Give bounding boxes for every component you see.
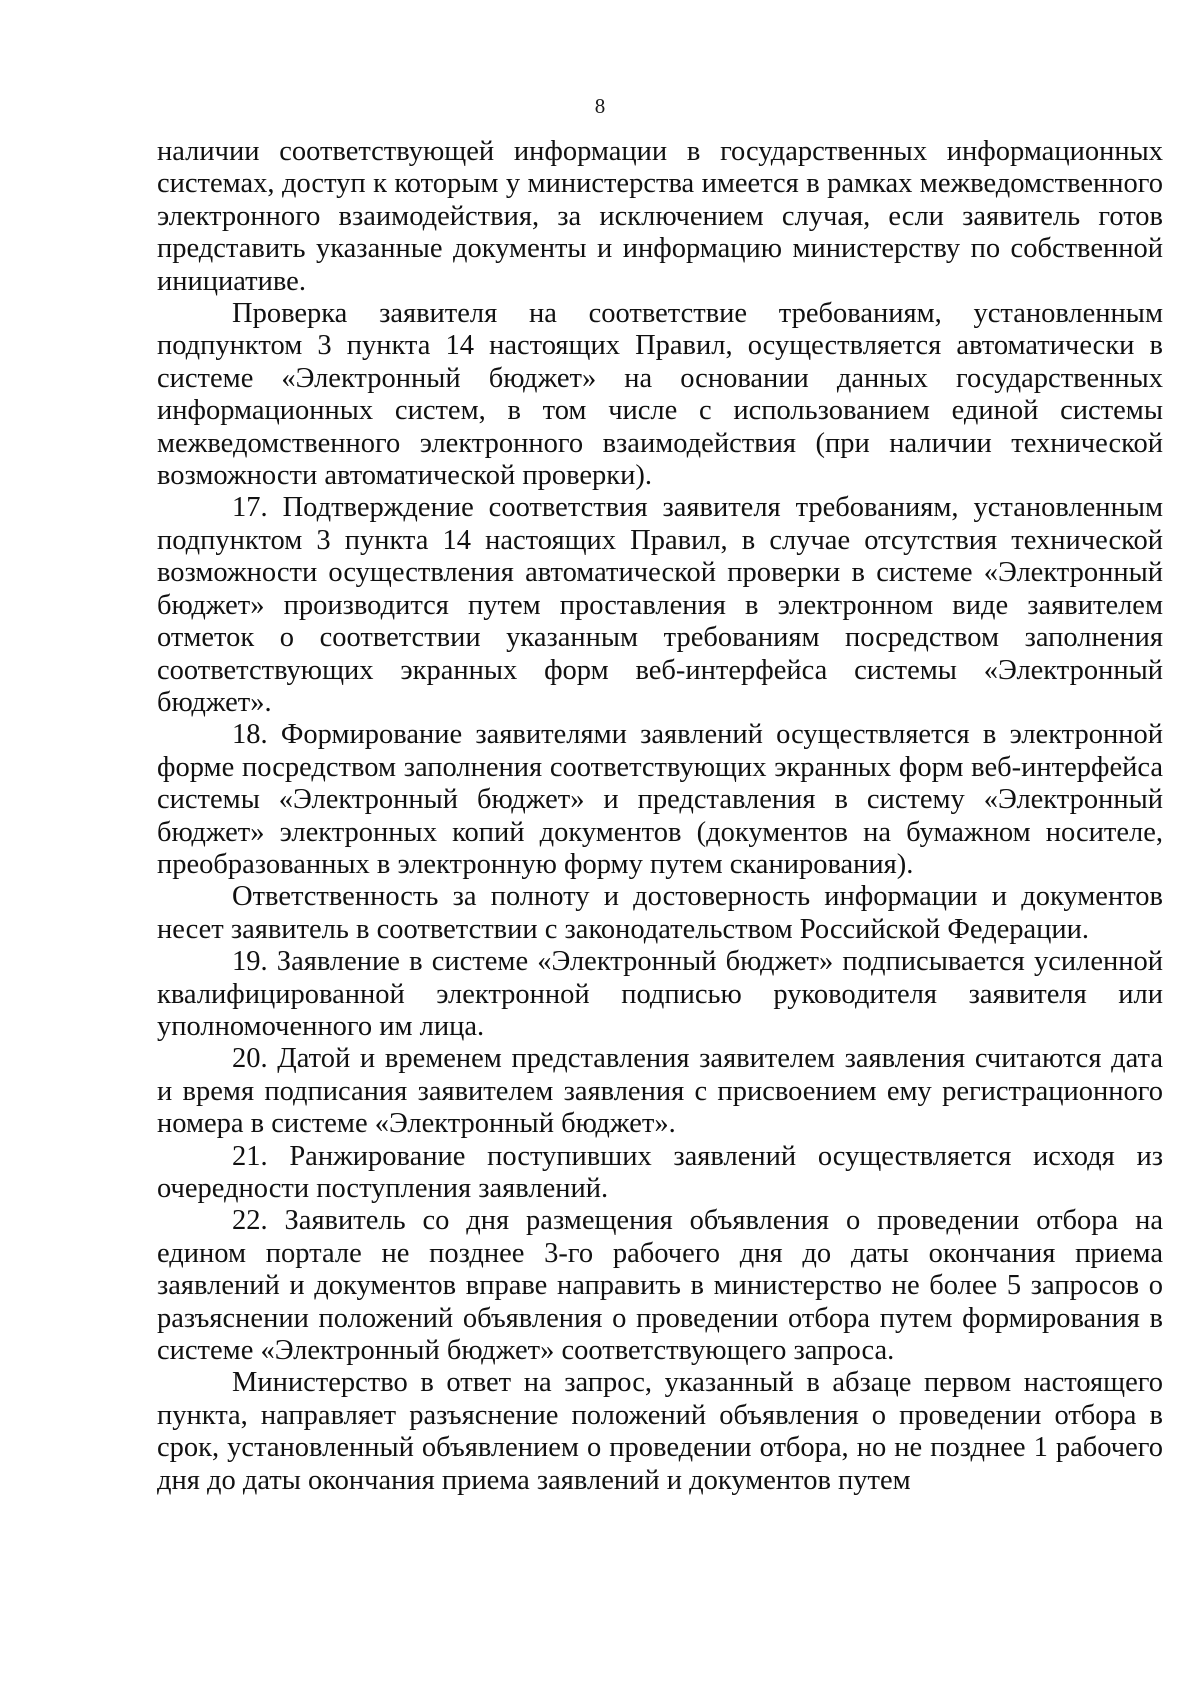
paragraph-item-22: 22. Заявитель со дня размещения объявления о проведении отбора на едином портале не позднее 3-го рабочего дня до даты окончания приема заявлений и документов вправе направить в министерство не более 5 запросов о разъяснении положений объявления о проведении отбора путем формирования в системе «Электронный бюджет» соответствующего запроса. [157,1205,1163,1367]
paragraph-ministry-response: Министерство в ответ на запрос, указанный в абзаце первом настоящего пункта, направляет разъяснение положений объявления о проведении отбора в срок, установленный объявлением о проведении отбора, но не позднее 1 рабочего дня до даты окончания приема заявлений и документов путем [157,1367,1163,1496]
paragraph-item-17: 17. Подтверждение соответствия заявителя требованиям, установленным подпунктом 3 пункта 14 настоящих Правил, в случае отсутствия технической возможности осуществления автоматической проверки в системе «Электронный бюджет» производится путем проставления в электронном виде заявителем отметок о соответствии указанным требованиям посредством заполнения соответствующих экранных форм веб-интерфейса системы «Электронный бюджет». [157,492,1163,718]
paragraph-item-18: 18. Формирование заявителями заявлений осуществляется в электронной форме посредством заполнения соответствующих экранных форм веб-интерфейса системы «Электронный бюджет» и представления в систему «Электронный бюджет» электронных копий документов (документов на бумажном носителе, преобразованных в электронную форму путем сканирования). [157,719,1163,880]
paragraph-continuation: наличии соответствующей информации в государственных информационных системах, доступ к которым у министерства имеется в рамках межведомственного электронного взаимодействия, за исключением случая, если заявитель готов представить указанные документы и информацию министерству по собственной инициативе. [157,136,1163,297]
page-number: 8 [594,94,606,118]
document-body [157,136,1163,1497]
paragraph-item-21: 21. Ранжирование поступивших заявлений осуществляется исходя из очередности поступления заявлений. [157,1140,1163,1204]
paragraph-item-19: 19. Заявление в системе «Электронный бюджет» подписывается усиленной квалифицированной электронной подписью руководителя заявителя или уполномоченного им лица. [157,946,1163,1042]
paragraph-item-20: 20. Датой и временем представления заявителем заявления считаются дата и время подписания заявителем заявления с присвоением ему регистрационного номера в системе «Электронный бюджет». [157,1043,1163,1140]
paragraph-responsibility: Ответственность за полноту и достоверность информации и документов несет заявитель в соответствии с законодательством Российской Федерации. [157,881,1163,945]
paragraph-applicant-check: Проверка заявителя на соответствие требованиям, установленным подпунктом 3 пункта 14 настоящих Правил, осуществляется автоматически в системе «Электронный бюджет» на основании данных государственных информационных систем, в том числе с использованием единой системы межведомственного электронного взаимодействия (при наличии технической возможности автоматической проверки). [157,298,1163,492]
